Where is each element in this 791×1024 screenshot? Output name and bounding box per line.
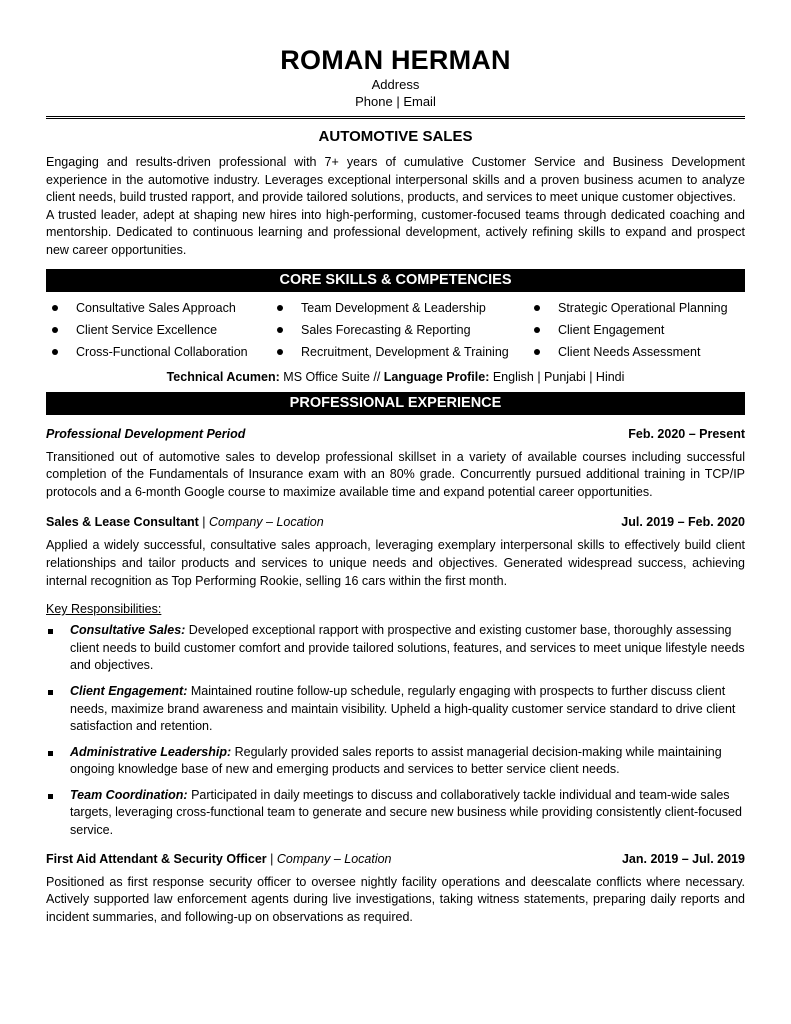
job-title-line: Sales & Lease Consultant | Company – Location <box>46 515 324 530</box>
skill-item: Consultative Sales Approach <box>46 297 271 319</box>
bullet-icon <box>52 327 58 333</box>
list-item: Administrative Leadership: Regularly provided sales reports to assist managerial decision-making while maintaining ongoing knowledge base of new and emerging products and services to better service client needs. <box>46 744 745 779</box>
key-responsibilities-label: Key Responsibilities: <box>46 602 162 617</box>
skill-item: Cross-Functional Collaboration <box>46 341 271 363</box>
summary-paragraph-1: Engaging and results-driven professional with 7+ years of cumulative Customer Service and Business Development experience in the automotive industry. Leverages exceptional interpersonal skills and a proven business acumen to analyze client needs, build trusted rapport, and provide tailored solutions, products, and services to meet unique customer objectives. <box>46 155 745 205</box>
job-dates: Jul. 2019 – Feb. 2020 <box>621 515 745 530</box>
skill-item: Client Service Excellence <box>46 319 271 341</box>
square-bullet-icon <box>48 794 53 799</box>
language-value: English | Punjabi | Hindi <box>489 369 625 384</box>
job-description: Positioned as first response security officer to oversee nightly facility operations and deescalate conflicts where necessary. Actively supported law enforcement agents during live investigations, taking witness statements, preparing daily reports and incident summaries, and following-up on observations as required. <box>46 874 745 924</box>
responsibilities-list <box>46 622 745 840</box>
job-company: Company – Location <box>276 851 392 866</box>
language-label: Language Profile: <box>383 369 490 384</box>
phone-email-line: Phone | Email <box>355 94 436 109</box>
job-description: Transitioned out of automotive sales to develop professional skillset in a variety of available courses including successful completion of the Fundamentals of Insurance exam with an 80% grade. Concurrently pursued additional training in TCP/IP protocols and a 6-month Google course to maximize available time and expand potential career opportunities. <box>46 449 745 499</box>
skill-item: Client Needs Assessment <box>528 341 745 363</box>
bullet-icon <box>534 349 540 355</box>
bullet-icon <box>534 327 540 333</box>
list-item: Team Coordination: Participated in daily meetings to discuss and collaboratively tackle individual and team-wide sales targets, leveraging cross-functional team to generate and secure new business while providing consistently client-focused service. <box>46 787 745 840</box>
job-description: Applied a widely successful, consultative sales approach, leveraging exemplary interpersonal skills to effectively build client relationships and tailor products and services to unique needs and objectives. Generated widespread success, achieving internal recognition as Top Performing Rookie, selling 16 cars within the first month. <box>46 538 745 588</box>
bullet-icon <box>534 305 540 311</box>
job-title: Professional Development Period <box>46 426 246 441</box>
technical-label: Technical Acumen: <box>166 369 280 384</box>
list-item: Consultative Sales: Developed exceptional rapport with prospective and existing customer base, thoroughly assessing client needs to build customer comfort and provide tailored solutions, features, and services to meet unique lifestyle needs and objectives. <box>46 622 745 675</box>
bullet-icon <box>52 305 58 311</box>
job-heading <box>46 513 745 531</box>
bullet-icon <box>277 349 283 355</box>
job-heading <box>46 425 745 443</box>
skills-grid <box>46 297 745 363</box>
skill-item: Recruitment, Development & Training <box>271 341 528 363</box>
technical-language-line <box>46 368 745 386</box>
skill-item: Team Development & Leadership <box>271 297 528 319</box>
skill-item: Client Engagement <box>528 319 745 341</box>
job-title: Sales & Lease Consultant <box>46 515 199 530</box>
job-title-line: First Aid Attendant & Security Officer | Company – Location <box>46 851 392 866</box>
summary-paragraph-2: A trusted leader, adept at shaping new hires into high-performing, customer-focused teams through dedicated coaching and mentorship. Dedicated to continuous learning and professional development, actively refining skills to expand and prospect new career opportunities. <box>46 207 745 257</box>
skill-item: Strategic Operational Planning <box>528 297 745 319</box>
bullet-icon <box>52 349 58 355</box>
technical-value: MS Office Suite // <box>279 369 384 384</box>
square-bullet-icon <box>48 751 53 756</box>
resume-page <box>46 44 745 926</box>
job-heading <box>46 850 745 868</box>
candidate-name: ROMAN HERMAN <box>280 45 511 75</box>
square-bullet-icon <box>48 629 53 634</box>
address-line: Address <box>371 77 420 92</box>
square-bullet-icon <box>48 690 53 695</box>
job-dates: Feb. 2020 – Present <box>628 426 745 441</box>
experience-section-header: PROFESSIONAL EXPERIENCE <box>46 392 745 415</box>
bullet-icon <box>277 327 283 333</box>
skill-item: Sales Forecasting & Reporting <box>271 319 528 341</box>
skills-section-header: CORE SKILLS & COMPETENCIES <box>46 269 745 292</box>
bullet-icon <box>277 305 283 311</box>
header-divider <box>46 116 745 119</box>
job-title: First Aid Attendant & Security Officer <box>46 851 267 866</box>
list-item: Client Engagement: Maintained routine follow-up schedule, regularly engaging with prospects to further discuss client needs, maximize brand awareness and maintain visibility. Upheld a high-quality customer service standard to drive client satisfaction and retention. <box>46 683 745 736</box>
job-dates: Jan. 2019 – Jul. 2019 <box>621 851 745 866</box>
resume-headline: AUTOMOTIVE SALES <box>318 128 473 145</box>
job-company: Company – Location <box>209 515 324 530</box>
